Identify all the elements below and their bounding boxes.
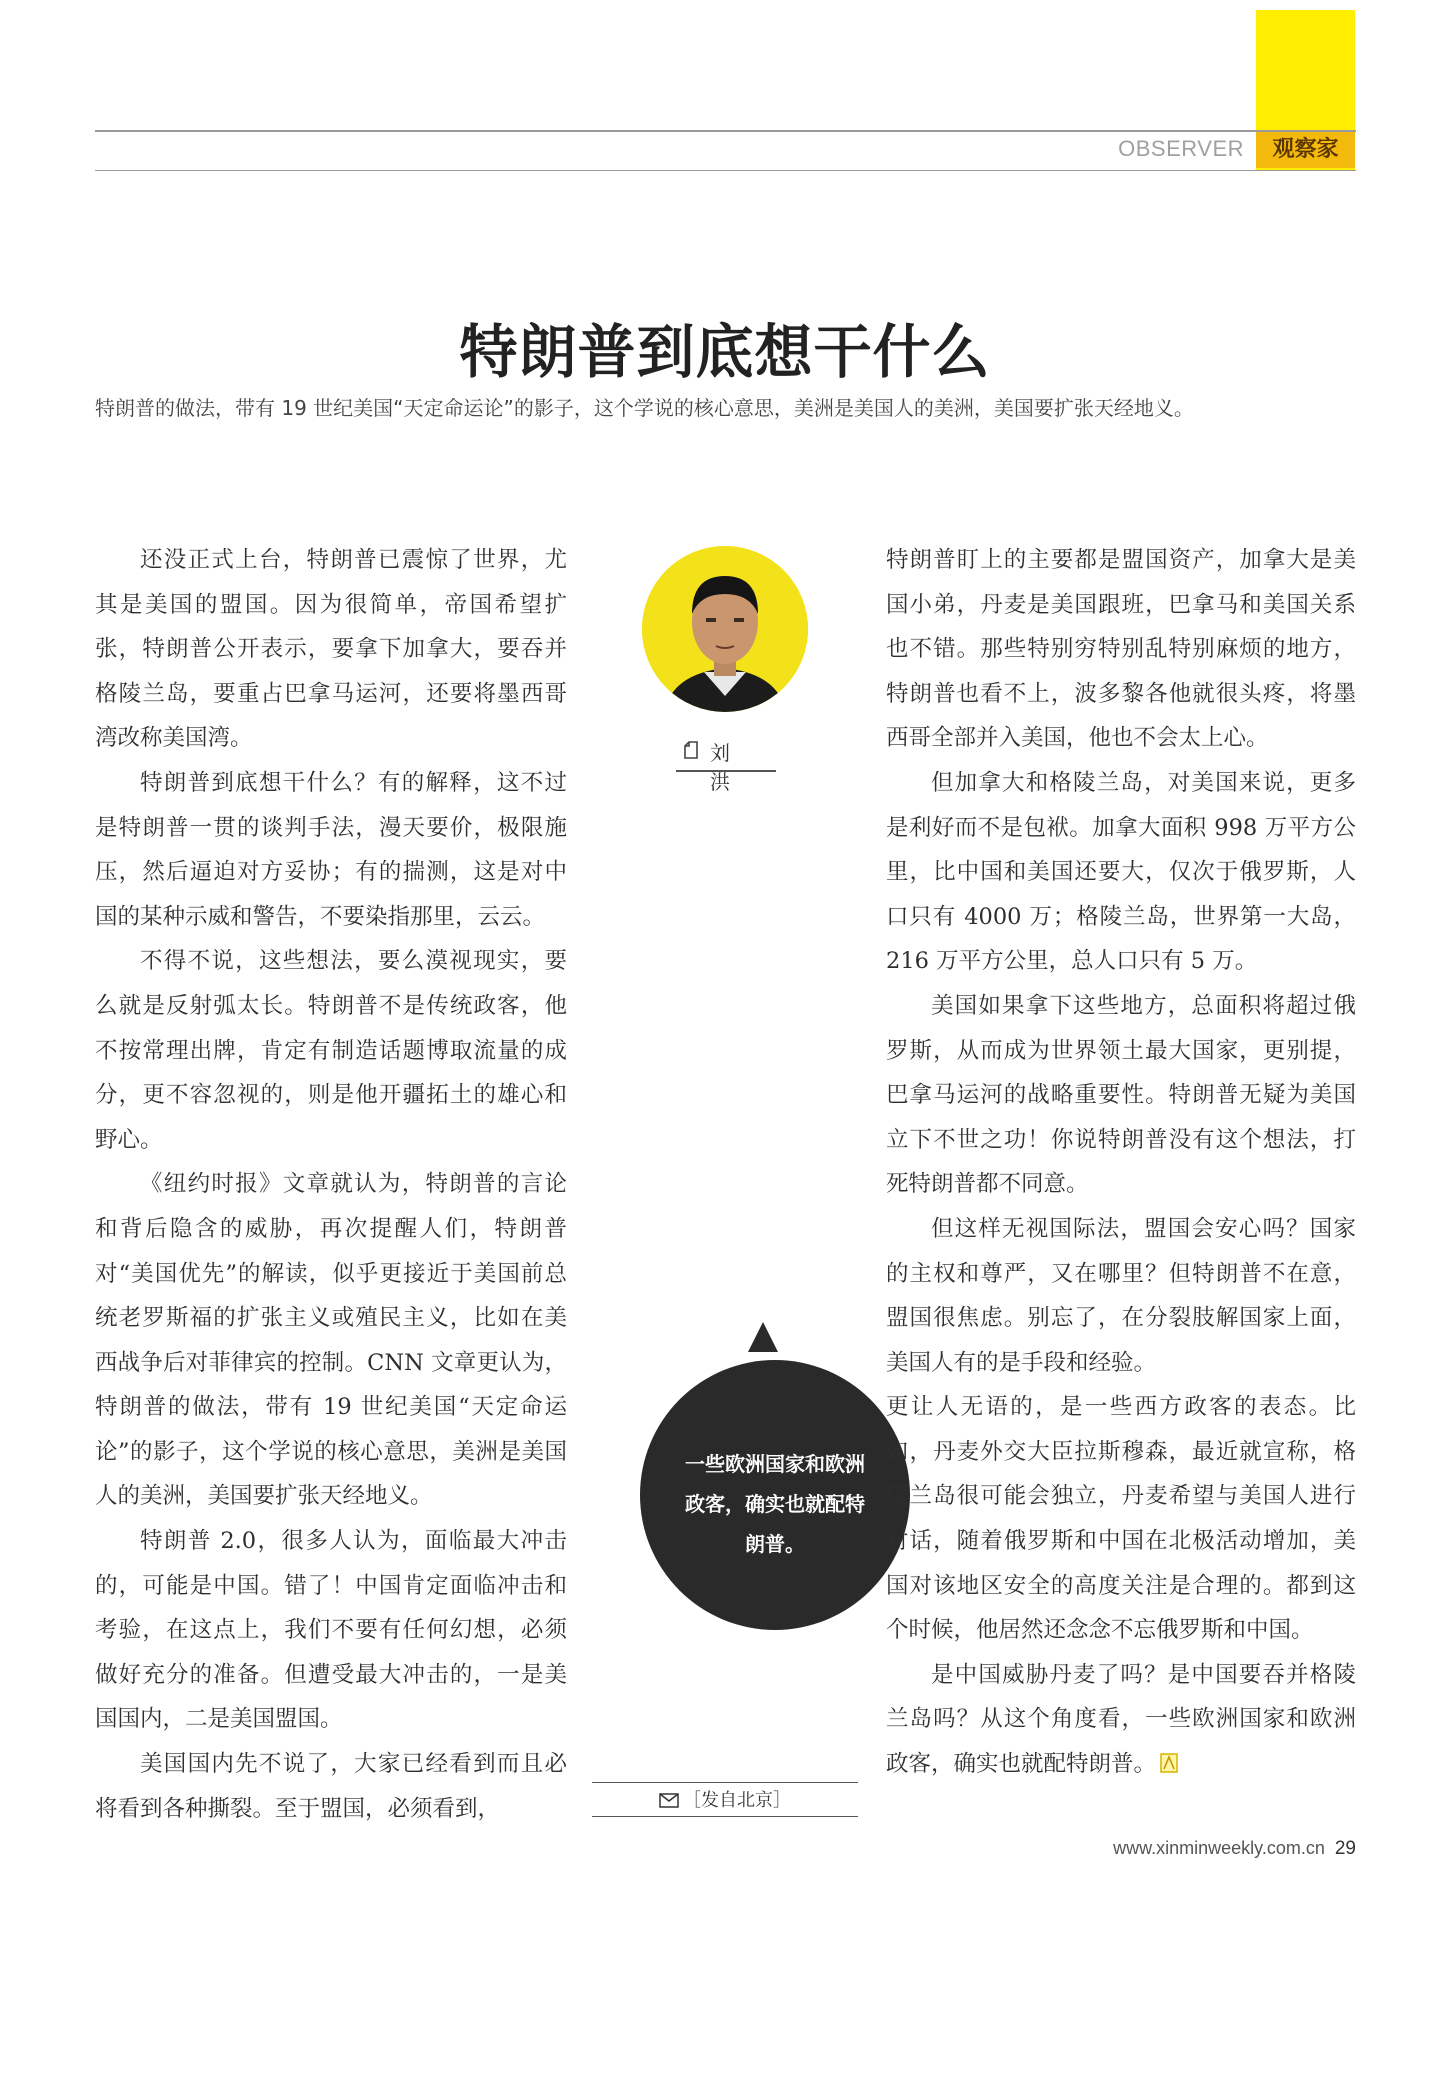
article-subtitle: 特朗普的做法，带有 19 世纪美国“天定命运论”的影子，这个学说的核心意思，美洲是美国人的美洲，美国要扩张天经地义。	[95, 396, 1194, 420]
page-footer	[1000, 1838, 1356, 1860]
paragraph: 但加拿大和格陵兰岛，对美国来说，更多是利好而不是包袱。加拿大面积 998 万平方公里，比中国和美国还要大，仅次于俄罗斯，人口只有 4000 万；格陵兰岛，世界第一大岛，216 万平方公里，总人口只有 5 万。	[886, 769, 1356, 975]
dateline-rule-bottom	[592, 1816, 858, 1817]
pen-icon	[683, 741, 699, 759]
author-byline	[678, 736, 774, 794]
end-mark-icon	[1160, 1753, 1178, 1773]
dateline-text: ［发自北京］	[683, 1790, 791, 1811]
paragraph: 特朗普盯上的主要都是盟国资产，加拿大是美国小弟，丹麦是美国跟班，巴拿马和美国关系也不错。那些特别穷特别乱特别麻烦的地方，特朗普也看不上，波多黎各他就很头疼，将墨西哥全部并入美国，他也不会太上心。	[886, 547, 1356, 752]
header-rule-bottom	[95, 170, 1356, 171]
dateline	[592, 1786, 858, 1812]
author-portrait-icon	[642, 546, 808, 712]
section-label-cn: 观察家	[1256, 132, 1355, 168]
dateline-rule-top	[592, 1782, 858, 1783]
paragraph: 特朗普到底想干什么？有的解释，这不过是特朗普一贯的谈判手法，漫天要价，极限施压，然后逼迫对方妥协；有的揣测，这是对中国的某种示威和警告，不要染指那里，云云。	[95, 769, 567, 930]
author-photo	[642, 546, 808, 712]
paragraph: 特朗普 2.0，很多人认为，面临最大冲击的，可能是中国。错了！中国肯定面临冲击和考验，在这点上，我们不要有任何幻想，必须做好充分的准备。但遭受最大冲击的，一是美国国内，二是美国盟国。	[95, 1528, 567, 1733]
paragraph: 不得不说，这些想法，要么漠视现实，要么就是反射弧太长。特朗普不是传统政客，他不按常理出牌，肯定有制造话题博取流量的成分，更不容忽视的，则是他开疆拓土的雄心和野心。	[95, 948, 567, 1153]
paragraph: 《纽约时报》文章就认为，特朗普的言论和背后隐含的威胁，再次提醒人们，特朗普对“美国优先”的解读，似乎更接近于美国前总统老罗斯福的扩张主义或殖民主义，比如在美西战争后对菲律宾的控制。CNN 文章更认为，特朗普的做法，带有 19 世纪美国“天定命运论”的影子，这个学说的核心意思，美洲是美国人的美洲，美国要扩张天经地义。	[95, 1171, 567, 1510]
paragraph: 但这样无视国际法，盟国会安心吗？国家的主权和尊严，又在哪里？但特朗普不在意，盟国很焦虑。别忘了，在分裂肢解国家上面，美国人有的是手段和经验。	[886, 1215, 1356, 1376]
paragraph: 美国如果拿下这些地方，总面积将超过俄罗斯，从而成为世界领土最大国家，更别提，巴拿马运河的战略重要性。特朗普无疑为美国立下不世之功！你说特朗普没有这个想法，打死特朗普都不同意。	[886, 992, 1356, 1198]
pull-quote-pointer	[748, 1322, 778, 1352]
article-title: 特朗普到底想干什么	[459, 318, 991, 386]
paragraph: 还没正式上台，特朗普已震惊了世界，尤其是美国的盟国。因为很简单，帝国希望扩张，特朗普公开表示，要拿下加拿大，要吞并格陵兰岛，要重占巴拿马运河，还要将墨西哥湾改称美国湾。	[95, 547, 567, 752]
footer-url: www.xinminweekly.com.cn	[1113, 1838, 1325, 1858]
right-column	[886, 538, 1356, 1787]
paragraph-last-text: 是中国威胁丹麦了吗？是中国要吞并格陵兰岛吗？从这个角度看，一些欧洲国家和欧洲政客，确实也就配特朗普。	[886, 1661, 1356, 1778]
pull-quote-text: 一些欧洲国家和欧洲政客，确实也就配特朗普。	[685, 1452, 865, 1556]
paragraph: 美国国内先不说了，大家已经看到而且必将看到各种撕裂。至于盟国，必须看到，	[95, 1751, 567, 1822]
header-rule-top	[95, 130, 1356, 132]
paragraph-last	[886, 1653, 1356, 1787]
paragraph: 更让人无语的，是一些西方政客的表态。比如，丹麦外交大臣拉斯穆森，最近就宣称，格陵兰岛很可能会独立，丹麦希望与美国人进行对话，随着俄罗斯和中国在北极活动增加，美国对该地区安全的高度关注是合理的。都到这个时候，他居然还念念不忘俄罗斯和中国。	[886, 1394, 1356, 1644]
left-column	[95, 538, 567, 1831]
author-name: 刘 洪	[710, 741, 740, 794]
author-underline	[676, 770, 776, 772]
envelope-icon	[659, 1793, 679, 1808]
section-label-en: OBSERVER	[1118, 136, 1244, 161]
page-number: 29	[1334, 1838, 1356, 1859]
